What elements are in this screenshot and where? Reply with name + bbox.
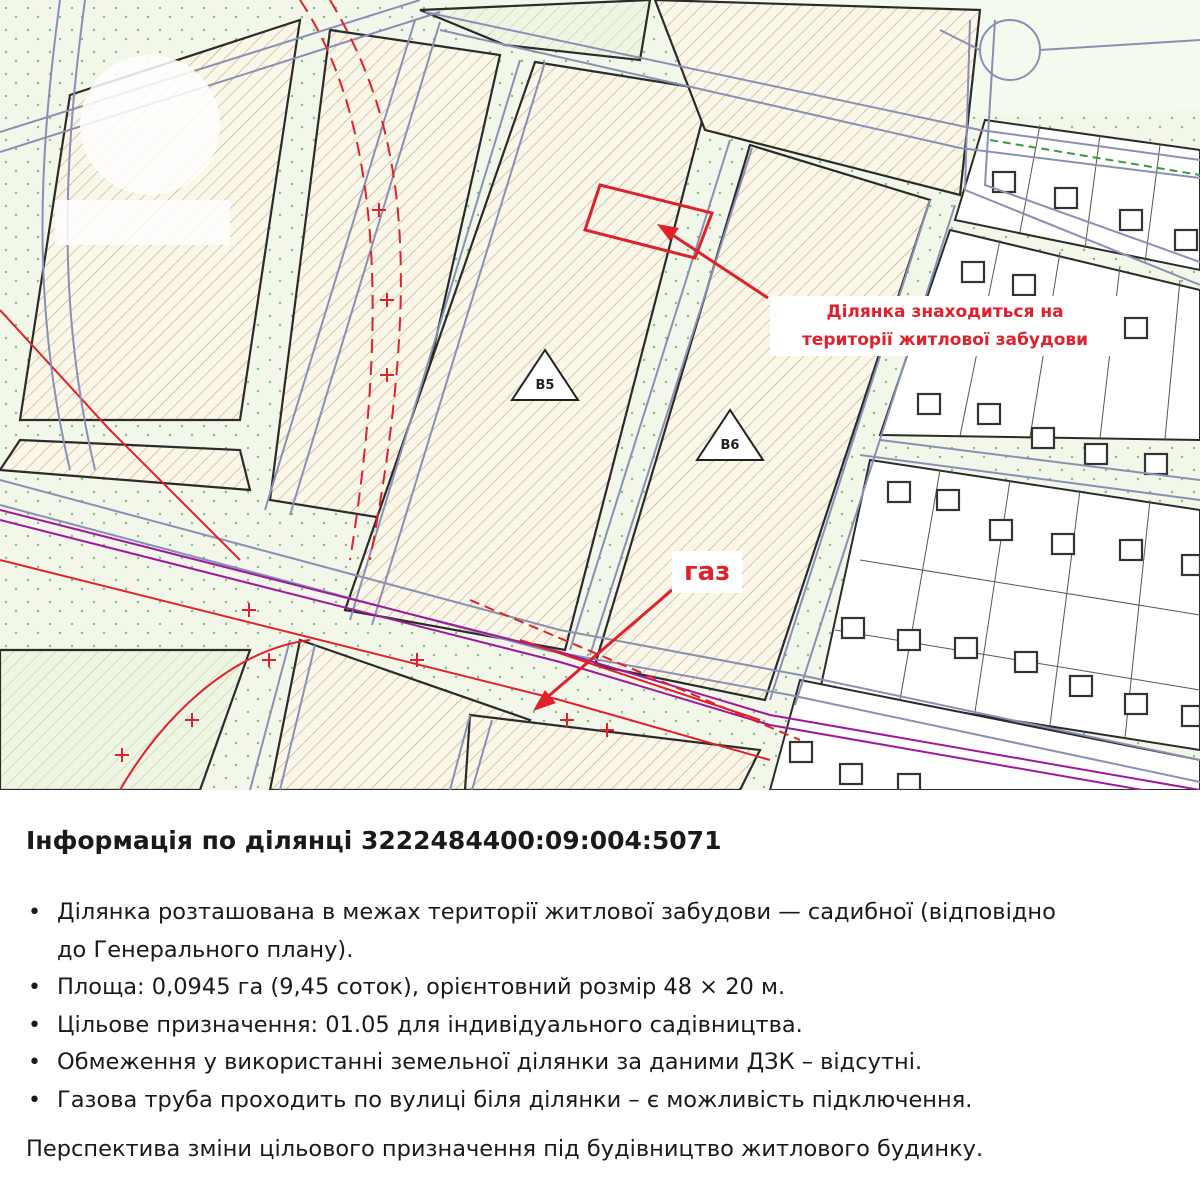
zone-label-b5: В5	[535, 378, 555, 393]
info-footer: Перспектива зміни цільового призначення під будівництво житлового будинку.	[26, 1136, 984, 1162]
gas-label: газ	[672, 551, 742, 593]
info-bullet-purpose: • Цільове призначення: 01.05 для індивідуального садівництва.	[24, 1007, 1200, 1045]
info-bullet-gas: • Газова труба проходить по вулиці біля ділянки – є можливість підключення.	[24, 1082, 1200, 1120]
zone-label-b6: В6	[720, 438, 740, 453]
parcel-info-title: Інформація по ділянці 3222484400:09:004:5071	[26, 826, 722, 855]
parcel-info-list	[24, 894, 1200, 1119]
parcel-info-panel	[0, 790, 1200, 1200]
callout-line-1: Ділянка знаходиться на	[826, 302, 1064, 322]
callout-line-2: території житлової забудови	[801, 330, 1089, 350]
info-bullet-zone	[24, 894, 1200, 969]
info-bullet-zone-line2: до Генерального плану).	[57, 936, 354, 963]
info-bullet-restrictions: • Обмеження у використанні земельної ділянки за даними ДЗК – відсутні.	[24, 1044, 1200, 1082]
parcel-callout	[770, 296, 1120, 356]
info-bullet-zone-line1: Ділянка розташована в межах території житлової забудови — садибної (відповідно	[57, 899, 1056, 925]
info-bullet-area: • Площа: 0,0945 га (9,45 соток), орієнтовний розмір 48 × 20 м.	[24, 969, 1200, 1007]
